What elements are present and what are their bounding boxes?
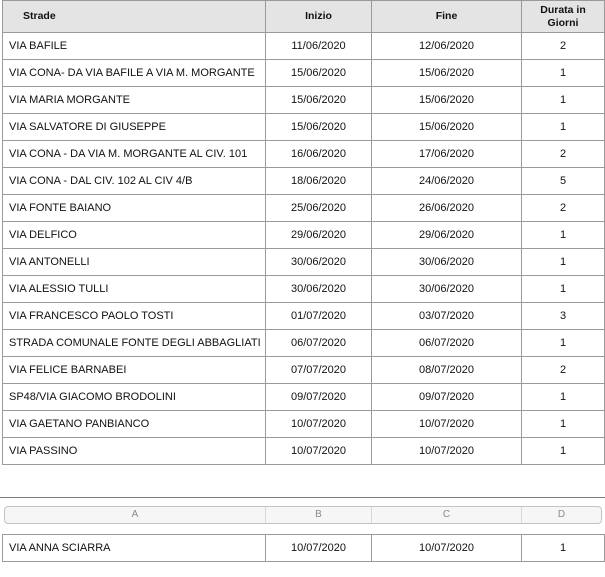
cell-durata[interactable]: 2 (522, 357, 605, 384)
cell-durata[interactable]: 2 (522, 195, 605, 222)
cell-durata[interactable]: 1 (522, 60, 605, 87)
cell-strada[interactable]: VIA FONTE BAIANO (3, 195, 266, 222)
cell-inizio[interactable]: 07/07/2020 (266, 357, 372, 384)
cell-fine[interactable]: 17/06/2020 (372, 141, 522, 168)
cell-durata[interactable]: 2 (522, 141, 605, 168)
cell-durata[interactable]: 1 (522, 87, 605, 114)
cell-inizio[interactable]: 01/07/2020 (266, 303, 372, 330)
cell-fine[interactable]: 06/07/2020 (372, 330, 522, 357)
header-strade[interactable]: Strade (3, 1, 266, 33)
cell-inizio[interactable]: 09/07/2020 (266, 384, 372, 411)
cell-fine[interactable]: 26/06/2020 (372, 195, 522, 222)
table-row (3, 303, 605, 330)
cell-fine[interactable]: 15/06/2020 (372, 114, 522, 141)
table-row (3, 535, 605, 562)
cell-strada[interactable]: VIA PASSINO (3, 438, 266, 465)
table-row (3, 168, 605, 195)
cell-strada[interactable]: VIA BAFILE (3, 33, 266, 60)
table-row (3, 411, 605, 438)
table-row (3, 87, 605, 114)
cell-inizio[interactable]: 30/06/2020 (266, 249, 372, 276)
header-row (3, 1, 605, 33)
cell-fine[interactable]: 09/07/2020 (372, 384, 522, 411)
cell-fine[interactable]: 30/06/2020 (372, 249, 522, 276)
cell-durata[interactable]: 1 (522, 411, 605, 438)
pane-separator[interactable] (0, 497, 605, 498)
header-durata-label: Durata in Giorni (540, 3, 586, 29)
cell-fine[interactable]: 12/06/2020 (372, 33, 522, 60)
cell-durata[interactable]: 1 (522, 114, 605, 141)
cell-fine[interactable]: 10/07/2020 (372, 438, 522, 465)
cell-inizio[interactable]: 06/07/2020 (266, 330, 372, 357)
cell-fine[interactable]: 03/07/2020 (372, 303, 522, 330)
bottom-table (2, 534, 605, 562)
header-fine[interactable]: Fine (372, 1, 522, 33)
cell-strada[interactable]: VIA CONA - DA VIA M. MORGANTE AL CIV. 101 (3, 141, 266, 168)
cell-durata[interactable]: 1 (522, 384, 605, 411)
table-row (3, 195, 605, 222)
cell-inizio[interactable]: 29/06/2020 (266, 222, 372, 249)
cell-inizio[interactable]: 25/06/2020 (266, 195, 372, 222)
table-row (3, 33, 605, 60)
table-row (3, 141, 605, 168)
cell-strada[interactable]: VIA ANNA SCIARRA (3, 535, 266, 562)
cell-fine[interactable]: 24/06/2020 (372, 168, 522, 195)
cell-inizio[interactable]: 15/06/2020 (266, 87, 372, 114)
cell-strada[interactable]: VIA MARIA MORGANTE (3, 87, 266, 114)
cell-durata[interactable]: 1 (522, 222, 605, 249)
column-letter-b[interactable]: B (266, 507, 372, 523)
cell-durata[interactable]: 3 (522, 303, 605, 330)
cell-fine[interactable]: 10/07/2020 (372, 535, 522, 562)
column-letter-a[interactable]: A (5, 507, 266, 523)
cell-inizio[interactable]: 18/06/2020 (266, 168, 372, 195)
table-row (3, 276, 605, 303)
cell-strada[interactable]: VIA CONA- DA VIA BAFILE A VIA M. MORGANTE (3, 60, 266, 87)
cell-inizio[interactable]: 15/06/2020 (266, 60, 372, 87)
cell-strada[interactable]: VIA DELFICO (3, 222, 266, 249)
table-row (3, 60, 605, 87)
header-durata[interactable] (522, 1, 605, 33)
cell-strada[interactable]: VIA SALVATORE DI GIUSEPPE (3, 114, 266, 141)
cell-inizio[interactable]: 30/06/2020 (266, 276, 372, 303)
column-letter-bar (4, 506, 602, 524)
cell-inizio[interactable]: 10/07/2020 (266, 438, 372, 465)
cell-fine[interactable]: 10/07/2020 (372, 411, 522, 438)
cell-strada[interactable]: VIA GAETANO PANBIANCO (3, 411, 266, 438)
cell-strada[interactable]: VIA ALESSIO TULLI (3, 276, 266, 303)
table-row (3, 114, 605, 141)
cell-strada[interactable]: SP48/VIA GIACOMO BRODOLINI (3, 384, 266, 411)
column-letter-d[interactable]: D (557, 509, 566, 520)
table-row (3, 438, 605, 465)
cell-fine[interactable]: 15/06/2020 (372, 60, 522, 87)
schedule-table (2, 0, 605, 465)
header-inizio[interactable]: Inizio (266, 1, 372, 33)
cell-inizio[interactable]: 15/06/2020 (266, 114, 372, 141)
table-row (3, 384, 605, 411)
cell-strada[interactable]: STRADA COMUNALE FONTE DEGLI ABBAGLIATI (3, 330, 266, 357)
cell-durata[interactable]: 1 (522, 438, 605, 465)
cell-inizio[interactable]: 11/06/2020 (266, 33, 372, 60)
cell-strada[interactable]: VIA FRANCESCO PAOLO TOSTI (3, 303, 266, 330)
cell-inizio[interactable]: 16/06/2020 (266, 141, 372, 168)
cell-fine[interactable]: 08/07/2020 (372, 357, 522, 384)
table-row (3, 357, 605, 384)
cell-fine[interactable]: 29/06/2020 (372, 222, 522, 249)
cell-durata[interactable]: 1 (522, 249, 605, 276)
column-letter-c[interactable]: C (372, 507, 522, 523)
cell-fine[interactable]: 30/06/2020 (372, 276, 522, 303)
cell-durata[interactable]: 2 (522, 33, 605, 60)
table-row (3, 330, 605, 357)
cell-fine[interactable]: 15/06/2020 (372, 87, 522, 114)
cell-inizio[interactable]: 10/07/2020 (266, 535, 372, 562)
cell-strada[interactable]: VIA FELICE BARNABEI (3, 357, 266, 384)
table-row (3, 249, 605, 276)
cell-strada[interactable]: VIA CONA - DAL CIV. 102 AL CIV 4/B (3, 168, 266, 195)
cell-durata[interactable]: 1 (522, 276, 605, 303)
cell-inizio[interactable]: 10/07/2020 (266, 411, 372, 438)
cell-strada[interactable]: VIA ANTONELLI (3, 249, 266, 276)
cell-durata[interactable]: 5 (522, 168, 605, 195)
table-row (3, 222, 605, 249)
cell-durata[interactable]: 1 (522, 535, 605, 562)
cell-durata[interactable]: 1 (522, 330, 605, 357)
